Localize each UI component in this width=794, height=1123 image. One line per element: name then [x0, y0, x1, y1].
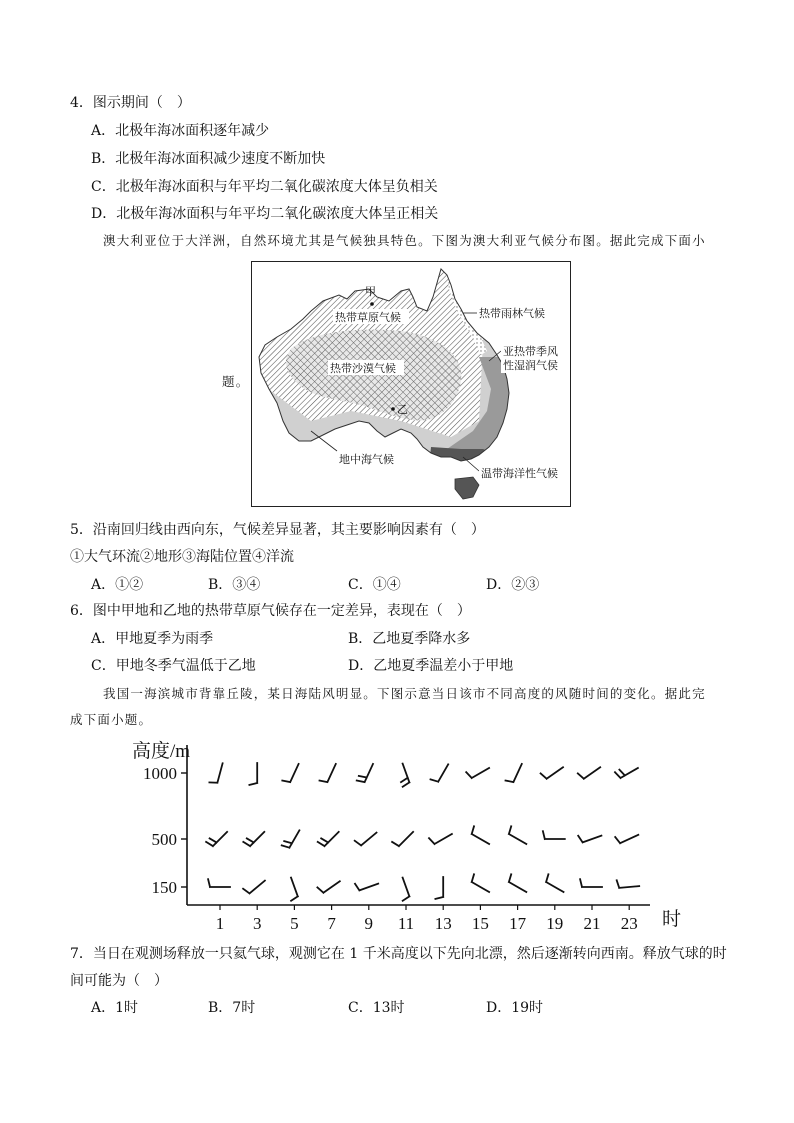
x-tick-label: 21: [583, 914, 601, 933]
wind-barb: [509, 826, 526, 844]
x-tick-label: 9: [364, 914, 374, 933]
wind-barb: [615, 768, 638, 778]
x-tick-label: 23: [620, 914, 638, 933]
x-tick-label: 11: [397, 914, 415, 933]
wind-barb: [429, 834, 452, 844]
x-tick-label: 1: [215, 914, 225, 933]
wind-barb: [355, 884, 378, 891]
intro-wind-line2: 成下面小题。: [70, 712, 153, 727]
map-label-mediterranean: 地中海气候: [339, 453, 394, 466]
q7-stem-line2: 间可能为（ ）: [70, 973, 168, 989]
y-axis-label: 高度/m: [132, 741, 191, 762]
wind-barb: [282, 764, 298, 782]
wind-barb: [282, 830, 300, 847]
x-tick-label: 15: [471, 914, 489, 933]
wind-barb: [206, 832, 227, 846]
map-label-oceanic: 温带海洋性气候: [481, 467, 558, 480]
map-label-humid-subtropical-1: 亚热带季风: [503, 345, 558, 358]
q6-option-d: D．乙地夏季温差小于甲地: [348, 658, 514, 674]
q4-option-b: B．北极年海冰面积减少速度不断加快: [91, 151, 326, 167]
wind-barb: [243, 832, 264, 846]
q7-option-c: C．13时: [348, 1000, 405, 1016]
y-tick-label: 150: [151, 878, 177, 897]
wind-barb: [357, 764, 373, 782]
q7-option-a: A．1时: [91, 1000, 139, 1016]
q6-option-c: C．甲地冬季气温低于乙地: [91, 658, 256, 674]
x-tick-label: 3: [252, 914, 262, 933]
q6-option-b: B．乙地夏季降水多: [348, 631, 471, 647]
y-tick-label: 1000: [143, 764, 177, 783]
x-tick-label: 19: [546, 914, 564, 933]
wind-barb: [615, 835, 638, 843]
intro-australia-line2: 题。: [222, 374, 250, 389]
map-label-rainforest: 热带雨林气候: [479, 307, 545, 320]
wind-barb: [403, 878, 410, 901]
q7-option-d: D．19时: [486, 1000, 544, 1016]
wind-barb: [320, 764, 336, 782]
x-axis-label: 时: [662, 909, 682, 930]
wind-barb: [209, 763, 222, 782]
q6-stem: 6．图中甲地和乙地的热带草原气候存在一定差异，表现在（ ）: [70, 603, 471, 619]
q5-option-b: B．③④: [208, 577, 261, 593]
q7-stem-line1: 7．当日在观测场释放一只氦气球，观测它在 1 千米高度以下先向北漂，然后逐渐转向西南。释放气球的时: [70, 946, 727, 962]
q4-option-a: A．北极年海冰面积逐年减少: [91, 123, 270, 139]
wind-barb: [435, 877, 443, 899]
wind-barb: [543, 831, 565, 839]
wind-barb: [243, 881, 265, 894]
q5-stem: 5．沿南回归线由西向东，气候差异显著，其主要影响因素有（ ）: [70, 522, 485, 538]
y-tick-label: 500: [151, 830, 177, 849]
map-label-yi: 乙: [397, 403, 408, 416]
wind-barb: [355, 833, 377, 846]
wind-barb: [249, 763, 257, 785]
wind-barb: [472, 874, 489, 892]
x-tick-label: 17: [509, 914, 527, 933]
wind-barb: [578, 836, 601, 843]
wind-barb: [401, 764, 409, 787]
wind-barb: [617, 880, 640, 888]
wind-barb: [317, 881, 339, 892]
map-label-humid-subtropical-2: 性湿润气侯: [503, 359, 558, 372]
wind-barb: [506, 764, 522, 782]
q5-factors: ①大气环流②地形③海陆位置④洋流: [70, 549, 294, 565]
x-tick-label: 5: [290, 914, 299, 933]
q5-option-c: C．①④: [348, 577, 401, 593]
wind-barb-chart: [130, 735, 690, 935]
wind-barb: [431, 764, 449, 781]
map-label-savanna: 热带草原气候: [335, 311, 401, 324]
wind-barb: [291, 878, 298, 901]
q5-option-d: D．②③: [486, 577, 540, 593]
australia-climate-map: [251, 261, 571, 507]
wind-barb: [392, 832, 413, 846]
q5-option-a: A．①②: [91, 577, 144, 593]
wind-barb: [546, 874, 563, 892]
map-label-jia: 甲: [365, 285, 376, 298]
q6-option-a: A．甲地夏季为雨季: [91, 631, 214, 647]
x-tick-label: 13: [434, 914, 452, 933]
wind-barb: [318, 832, 339, 846]
map-label-desert: 热带沙漠气候: [330, 362, 396, 375]
intro-australia-line1: 澳大利亚位于大洋洲，自然环境尤其是气候独具特色。下图为澳大利亚气候分布图。据此完成下面小: [103, 233, 706, 248]
wind-barb: [208, 879, 230, 887]
q7-option-b: B．7时: [208, 1000, 256, 1016]
intro-wind-line1: 我国一海滨城市背靠丘陵，某日海陆风明显。下图示意当日该市不同高度的风随时间的变化。据此完: [103, 686, 706, 701]
wind-barb: [509, 874, 526, 892]
q4-option-c: C．北极年海冰面积与年平均二氧化碳浓度大体呈负相关: [91, 179, 438, 195]
wind-barb: [578, 767, 600, 778]
q4-option-d: D．北极年海冰面积与年平均二氧化碳浓度大体呈正相关: [91, 206, 439, 222]
wind-barb: [580, 879, 602, 887]
wind-barb: [541, 767, 563, 778]
q4-stem: 4．图示期间（ ）: [70, 95, 191, 111]
x-tick-label: 7: [327, 914, 336, 933]
wind-barb: [466, 768, 489, 778]
wind-barb: [472, 826, 489, 844]
